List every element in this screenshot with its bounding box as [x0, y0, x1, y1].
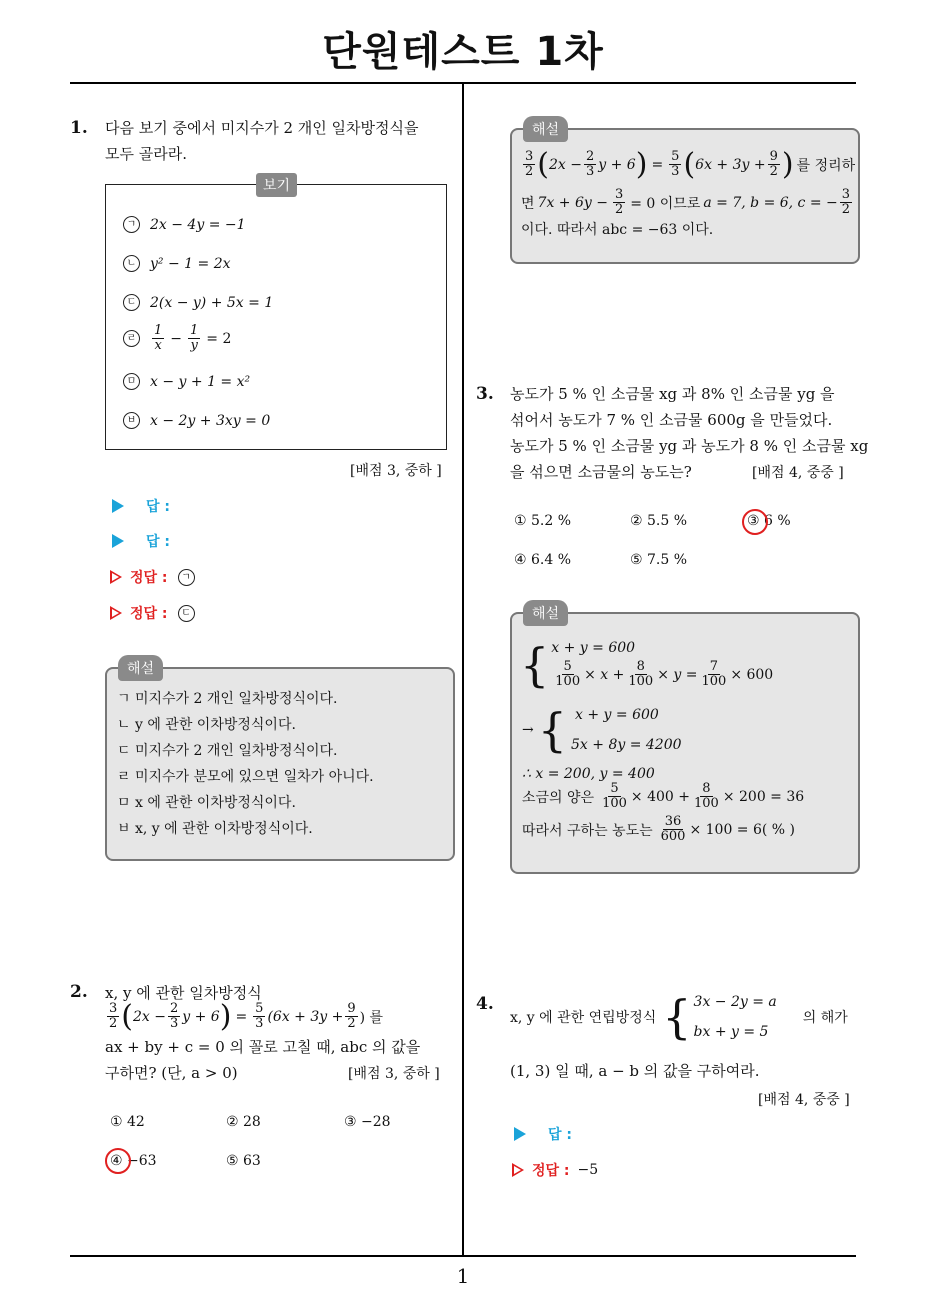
q1-item-4: ㄹ $\frac{1}{x}$ − $\frac{1}{y}$ = 2 [123, 324, 231, 353]
q4-correct-value: −5 [577, 1162, 599, 1178]
outline-triangle-icon [512, 1163, 524, 1177]
q1-item-3-mark: ㄷ [123, 294, 140, 311]
q4-line2: (1, 3) 일 때, a − b 의 값을 구하여라. [510, 1062, 760, 1080]
q2-explain-line1: $\frac{3}{2}$ ( 2x − $\frac{2}{3}$ y + 6 ) = $\frac{5}{3}$ ( 6x + 3y + $\frac{9}{2}$ ) 를 정리하 [525, 146, 856, 182]
q1-answer-row-2 [112, 531, 170, 551]
q3-line1: 농도가 5 % 인 소금물 xg 과 8% 인 소금물 yg 을 [510, 385, 835, 403]
q3-option-2[interactable]: ② 5.5 % [630, 513, 688, 529]
q2-line1: x, y 에 관한 일차방정식 [105, 984, 262, 1002]
q1-correct-1: ㄱ [178, 569, 195, 586]
q3-option-1[interactable]: ① 5.2 % [514, 513, 572, 529]
q3-explain-solution: ∴ x = 200, y = 400 [522, 766, 655, 782]
q3-explain-system1: { x + y = 600 $\frac{5}{100}$ × x + $\frac{8}{100}$ × y = $\frac{7}{100}$ × 600 [520, 637, 774, 692]
q2-explain-label: 해설 [523, 116, 568, 142]
q3-number: 3. [476, 384, 494, 404]
play-icon [112, 499, 124, 513]
q1-explain-line-3: ㄷ 미지수가 2 개인 일차방정식이다. [117, 743, 338, 759]
q1-points: [배점 3, 중하 ] [350, 463, 442, 479]
answer-label: 답 : [146, 534, 170, 550]
q2-option-1[interactable]: ① 42 [110, 1114, 145, 1130]
q2-line4: 구하면? (단, a > 0) [105, 1064, 238, 1082]
outline-triangle-icon [110, 606, 122, 620]
q2-option-2[interactable]: ② 28 [226, 1114, 261, 1130]
q1-item-4-frac1: $\frac{1}{x}$ [154, 323, 163, 353]
q1-explain-lines [117, 686, 374, 842]
q3-option-5[interactable]: ⑤ 7.5 % [630, 552, 688, 568]
q1-answer-row-1 [112, 496, 170, 516]
page-number: 1 [456, 1264, 470, 1288]
q1-item-1-expr: 2x − 4y = −1 [150, 216, 246, 233]
play-icon [514, 1127, 526, 1141]
q1-explain-line-6: ㅂ x, y 에 관한 이차방정식이다. [117, 821, 313, 837]
q1-item-1-mark: ㄱ [123, 216, 140, 233]
q1-explain-line-5: ㅁ x 에 관한 이차방정식이다. [117, 795, 296, 811]
q4-correct-row [512, 1160, 598, 1180]
q1-item-5-expr: x − y + 1 = x² [150, 373, 251, 390]
q1-explain-line-4: ㄹ 미지수가 분모에 있으면 일차가 아니다. [117, 769, 374, 785]
q1-correct-2: ㄷ [178, 605, 195, 622]
footer-rule [70, 1255, 856, 1257]
page-title: 단원테스트 1차 [322, 29, 604, 75]
q3-explain-label: 해설 [523, 600, 568, 626]
q2-selected-mark [105, 1148, 131, 1174]
correct-label: 정답 : [130, 606, 168, 622]
q1-explain-label: 해설 [118, 655, 163, 681]
q4-answer-row [514, 1124, 572, 1144]
q2-option-5[interactable]: ⑤ 63 [226, 1153, 261, 1169]
q1-item-5-mark: ㅁ [123, 373, 140, 390]
q1-item-6-expr: x − 2y + 3xy = 0 [150, 412, 271, 429]
answer-label: 답 : [548, 1127, 572, 1143]
correct-label: 정답 : [532, 1163, 570, 1179]
q3-selected-mark [742, 509, 768, 535]
q1-item-3-expr: 2(x − y) + 5x = 1 [150, 294, 274, 311]
q3-line3: 농도가 5 % 인 소금물 yg 과 농도가 8 % 인 소금물 xg [510, 437, 869, 455]
q2-explain-line2: 면 7x + 6y − $\frac{3}{2}$ = 0 이므로 a = 7, b = 6, c = − $\frac{3}{2}$ [521, 187, 851, 217]
q2-equation: $\frac{3}{2}$ ( 2x − $\frac{2}{3}$ y + 6 ) = $\frac{5}{3}$ (6x + 3y + $\frac{9}{2}$ ) 를 [109, 998, 384, 1034]
q4-line1: x, y 에 관한 연립방정식 { 3x − 2y = a bx + y = 5 의 해가 [510, 990, 848, 1044]
q1-item-6 [123, 412, 270, 429]
play-icon [112, 534, 124, 548]
q4-number: 4. [476, 994, 494, 1014]
q1-number: 1. [70, 118, 88, 138]
q1-item-2-expr: y² − 1 = 2x [150, 255, 231, 272]
q2-number: 2. [70, 982, 88, 1002]
answer-label: 답 : [146, 499, 170, 515]
q3-explain-result: 따라서 구하는 농도는 $\frac{36}{600}$ × 100 = 6( % ) [522, 814, 796, 844]
q2-explain-line3: 이다. 따라서 abc = −63 이다. [521, 222, 714, 238]
q3-line2: 섞어서 농도가 7 % 인 소금물 600g 을 만들었다. [510, 411, 833, 429]
q2-points: [배점 3, 중하 ] [348, 1066, 440, 1082]
q2-line3: ax + by + c = 0 의 꼴로 고칠 때, abc 의 값을 [105, 1038, 421, 1056]
q4-points: [배점 4, 중중 ] [758, 1092, 850, 1108]
q3-points: [배점 4, 중중 ] [752, 465, 844, 481]
q3-option-3[interactable]: ③ 6 % [747, 513, 791, 529]
q3-line4: 을 섞으면 소금물의 농도는? [510, 463, 692, 481]
q3-explain-salt: 소금의 양은 $\frac{5}{100}$ × 400 + $\frac{8}{100}$ × 200 = 36 [522, 781, 805, 811]
q1-item-2 [123, 255, 231, 272]
q1-item-4-frac2: $\frac{1}{y}$ [190, 323, 199, 353]
q1-item-4-mark: ㄹ [123, 330, 140, 347]
q3-explain-system2: → { x + y = 600 5x + 8y = 4200 [522, 703, 682, 757]
q1-text-line1: 다음 보기 중에서 미지수가 2 개인 일차방정식을 [105, 119, 419, 137]
outline-triangle-icon [110, 570, 122, 584]
q1-item-6-mark: ㅂ [123, 412, 140, 429]
q3-option-4[interactable]: ④ 6.4 % [514, 552, 572, 568]
q1-item-2-mark: ㄴ [123, 255, 140, 272]
q1-box-label: 보기 [256, 173, 297, 197]
q1-correct-row-2 [110, 603, 205, 623]
q1-item-1 [123, 216, 246, 233]
correct-label: 정답 : [130, 570, 168, 586]
q1-item-3 [123, 294, 273, 311]
q1-correct-row-1 [110, 567, 205, 587]
q1-explain-line-1: ㄱ 미지수가 2 개인 일차방정식이다. [117, 691, 338, 707]
q1-item-5 [123, 373, 250, 390]
q1-text-line2: 모두 골라라. [105, 145, 187, 163]
q2-option-3[interactable]: ③ −28 [344, 1114, 391, 1130]
q1-explain-line-2: ㄴ y 에 관한 이차방정식이다. [117, 717, 296, 733]
q2-option-4[interactable]: ④ −63 [110, 1153, 157, 1169]
column-divider [462, 84, 464, 1256]
